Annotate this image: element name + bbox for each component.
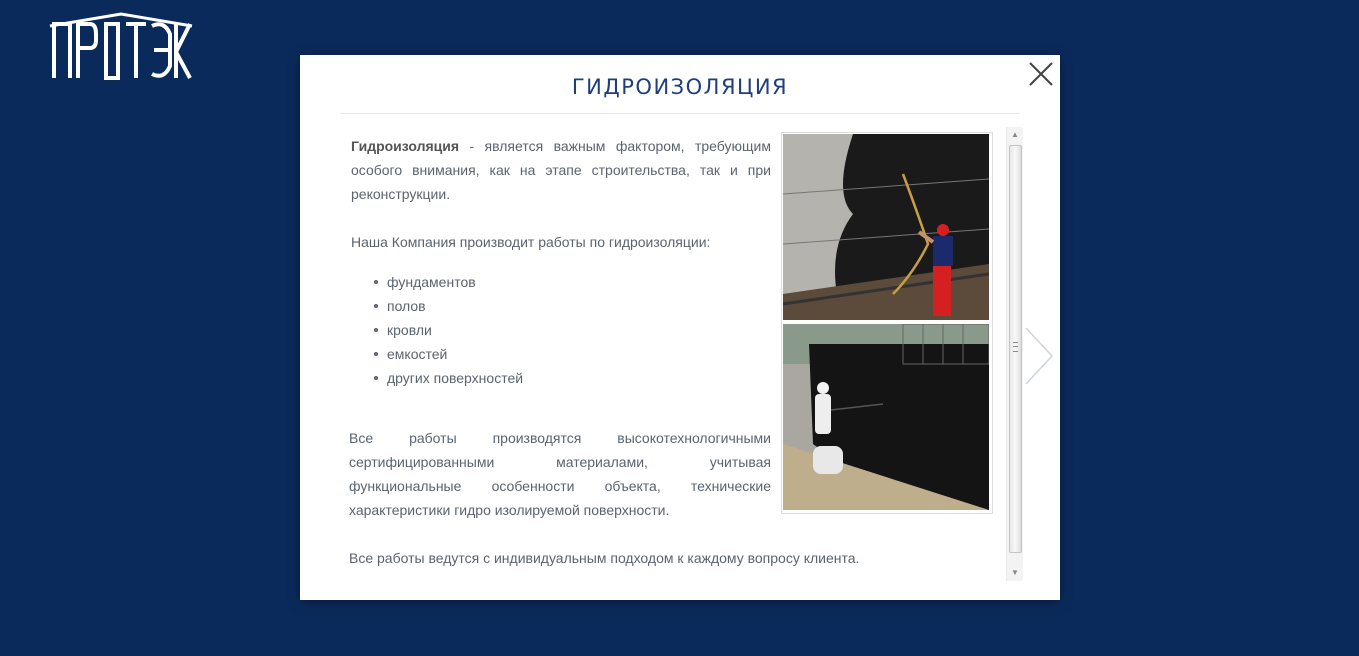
list-item: других поверхностей (370, 366, 523, 390)
intro-bold: Гидроизоляция (351, 138, 460, 154)
next-button[interactable] (1024, 326, 1054, 386)
list-item: емкостей (370, 342, 523, 366)
list-item: фундаментов (370, 270, 523, 294)
list-item: полов (370, 294, 523, 318)
photo-gallery (781, 132, 993, 514)
chevron-right-icon (1024, 326, 1054, 386)
scroll-up-arrow-icon[interactable]: ▲ (1011, 130, 1019, 139)
scrollbar[interactable] (1006, 127, 1023, 581)
scroll-down-arrow-icon[interactable]: ▼ (1011, 568, 1019, 577)
logo[interactable] (48, 12, 194, 82)
title-divider (340, 113, 1020, 114)
intro-text: - является важным фактором, требующим особого внимания, как на этапе строительства, так и при реконструкции. (351, 138, 771, 202)
services-list (370, 270, 523, 390)
intro-paragraph (351, 134, 771, 206)
modal-title: ГИДРОИЗОЛЯЦИЯ (571, 75, 789, 99)
scroll-thumb[interactable] (1009, 145, 1022, 553)
client-paragraph: Все работы ведутся с индивидуальным подходом к каждому вопросу клиента. (349, 550, 860, 566)
logo-image (48, 12, 194, 82)
list-item: кровли (370, 318, 523, 342)
company-paragraph: Наша Компания производит работы по гидроизоляции: (351, 234, 711, 250)
waterproofing-photo-2 (783, 324, 989, 510)
grip-icon (1013, 342, 1018, 352)
all-works-paragraph: Все работы производятся высокотехнологичными сертифицированными материалами, учитывая функциональные особенности объекта, технические характеристики гидро изолируемой поверхности. (349, 430, 771, 518)
waterproofing-photo-1 (783, 134, 989, 320)
modal-dialog (300, 55, 1060, 600)
